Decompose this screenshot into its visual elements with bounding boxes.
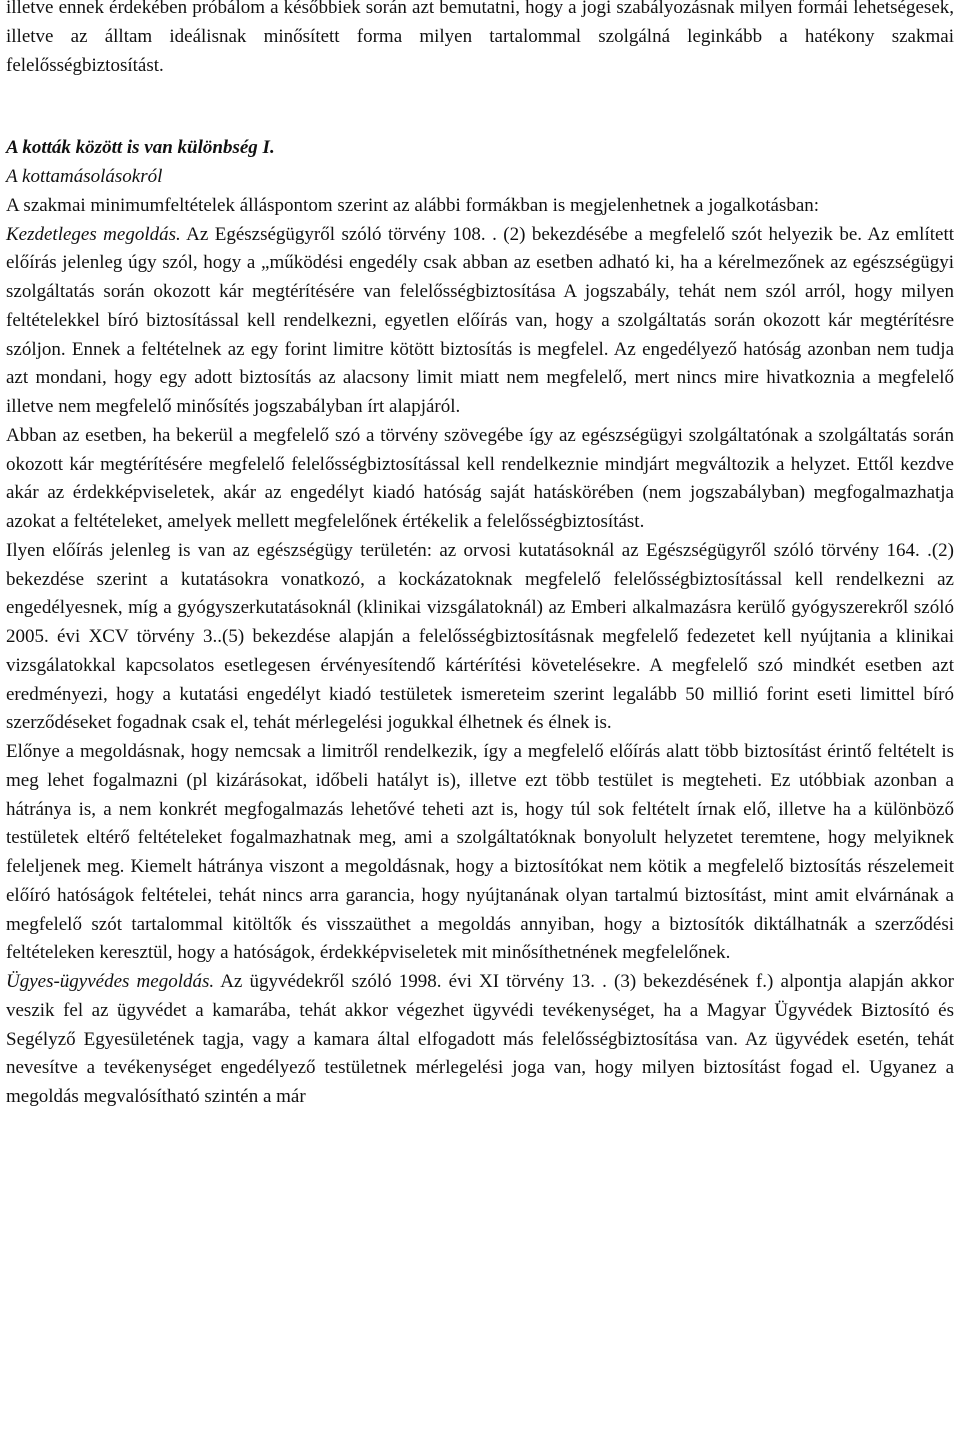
initial-solution-text: Az Egészségügyről szóló törvény 108. . (2) bekezdésébe a megfelelő szót helyezik be. Az említett előírás jelenleg úgy szól, hogy a „működési engedély csak abban az esetben adható ki, ha a kérelmezőnek az egészségügyi szolgáltatás során okozott kár megtérítésére van felelősségbiztosítása A jogszabály, tehát nem szól arról, hogy milyen feltételekkel bíró biztosítással kell rendelkezni, egyetlen előírás van, hogy a szolgáltatás során okozott kár megtérítésre szóljon. Ennek a feltételnek az egy forint limitre kötött biztosítás is megfelel. Az engedélyező hatóság azonban nem tudja azt mondani, hogy egy adott biztosítás az alacsony limit miatt nem megfelelő, mert nincs mire hivatkoznia a megfelelő illetve nem megfelelő minősítés jogszabályban írt alapjáról. (6, 223, 955, 417)
intro-paragraph: illetve ennek érdekében próbálom a későbbiek során azt bemutatni, hogy a jogi szabályozásnak milyen formái lehetségesek, illetve az álltam ideálisnak minősített forma milyen tartalommal szolgálná leginkább a hatékony szakmai felelősségbiztosítást. (6, 0, 954, 76)
section-heading: A kották között is van különbség I. (6, 137, 275, 159)
subheading: A kottamásolásokról (6, 166, 163, 187)
research-rule-paragraph: Ilyen előírás jelenleg is van az egészségügy területén: az orvosi kutatásoknál az Egészségügyről szóló törvény 164. .(2) bekezdése szerint a kutatásokra vonatkozó, a kockázatoknak megfelelő felelősségbiztosítással kell rendelkezni az engedélyesnek, míg a gyógyszerkutatásoknál (klinikai vizsgálatoknál) az Emberi alkalmazásra kerülő gyógyszerekről szóló 2005. évi XCV törvény 3..(5) bekezdése alapján a felelősségbiztosításnak megfelelő fedezetet kell nyújtania a klinikai vizsgálatokkal kapcsolatos esetlegesen érvényesítendő kártérítési követelésekre. A megfelelő szó mindkét esetben azt eredményezi, hogy a kutatási engedélyt kiadó testületek ismereteim szerint legalább 50 millió forint eseti limittel bíró szerződéseket fogadnak csak el, tehát mérlegelési jogukkal élhetnek és élnek is. (6, 539, 954, 734)
section-spacer (6, 80, 954, 134)
min-requirements-paragraph: A szakmai minimumfeltételek álláspontom szerint az alábbi formákban is megjelenhetnek a jogalkotásban: (6, 194, 820, 216)
appropriate-word-paragraph: Abban az esetben, ha bekerül a megfelelő szó a törvény szövegébe így az egészségügyi szolgáltatónak a szolgáltatás során okozott kár megtérítésére megfelelő felelősségbiztosítással kell rendelkeznie mindjárt megváltozik a helyzet. Ettől kezdve akár az érdekképviseletek, akár az engedélyt kiadó hatóság saját hatáskörében (nem jogszabályban) megfogalmazhatja azokat a feltételeket, amelyek mellett megfelelőnek értékelik a felelősségbiztosítást. (6, 424, 954, 532)
document-page (6, 0, 954, 1112)
lawyer-solution-paragraph (6, 968, 954, 1112)
advantages-paragraph: Előnye a megoldásnak, hogy nemcsak a limitről rendelkezik, így a megfelelő előírás alatt több biztosítást érintő feltételt is meg lehet fogalmazni (pl kizárásokat, időbeli hatályt is), illetve ezt több testület is megteheti. Ez utóbbiak azonban a hátránya is, a nem konkrét megfogalmazás lehetővé teheti azt is, hogy túl sok feltételt írnak elő, illetve ha a különböző testületek eltérő feltételeket fogalmazhatnak meg, ami a szolgáltatóknak bonyolult helyzetet teremtene, hogy melyiknek feleljenek meg. Kiemelt hátránya viszont a megoldásnak, hogy a biztosítókat nem kötik a megfelelő biztosítás részelemeit előíró hatóságok feltételei, tehát nincs arra garancia, hogy nyújtanának olyan tartalmú biztosítást, mint amit elvárnának a megfelelő szót tartalommal kitöltők és visszaüthet a megoldás annyiban, hogy a biztosítók diktálhatnák a szerződési feltételeken keresztül, hogy a hatóságok, érdekképviseletek mit minősíthetnének megfelelőnek. (6, 741, 954, 964)
initial-solution-paragraph (6, 221, 954, 422)
lawyer-solution-text: Az ügyvédekről szóló 1998. évi XI törvény 13. . (3) bekezdésének f.) alpontja alapján akkor veszik fel az ügyvédet a kamarába, tehát akkor végezhet ügyvédi tevékenységet, ha a Magyar Ügyvédek Biztosító és Segélyző Egyesületének tagja, vagy a kamara által elfogadott más felelősségbiztosítása van. Az ügyvédek esetén, tehát nevesítve a tevékenységet engedélyező testületnek mérlegelési joga van, hogy milyen biztosítást fogad el. Ugyanez a megoldás megvalósítható szintén a már (6, 971, 955, 1107)
lawyer-solution-title: Ügyes-ügyvédes megoldás. (6, 971, 215, 992)
initial-solution-title: Kezdetleges megoldás. (6, 223, 181, 245)
